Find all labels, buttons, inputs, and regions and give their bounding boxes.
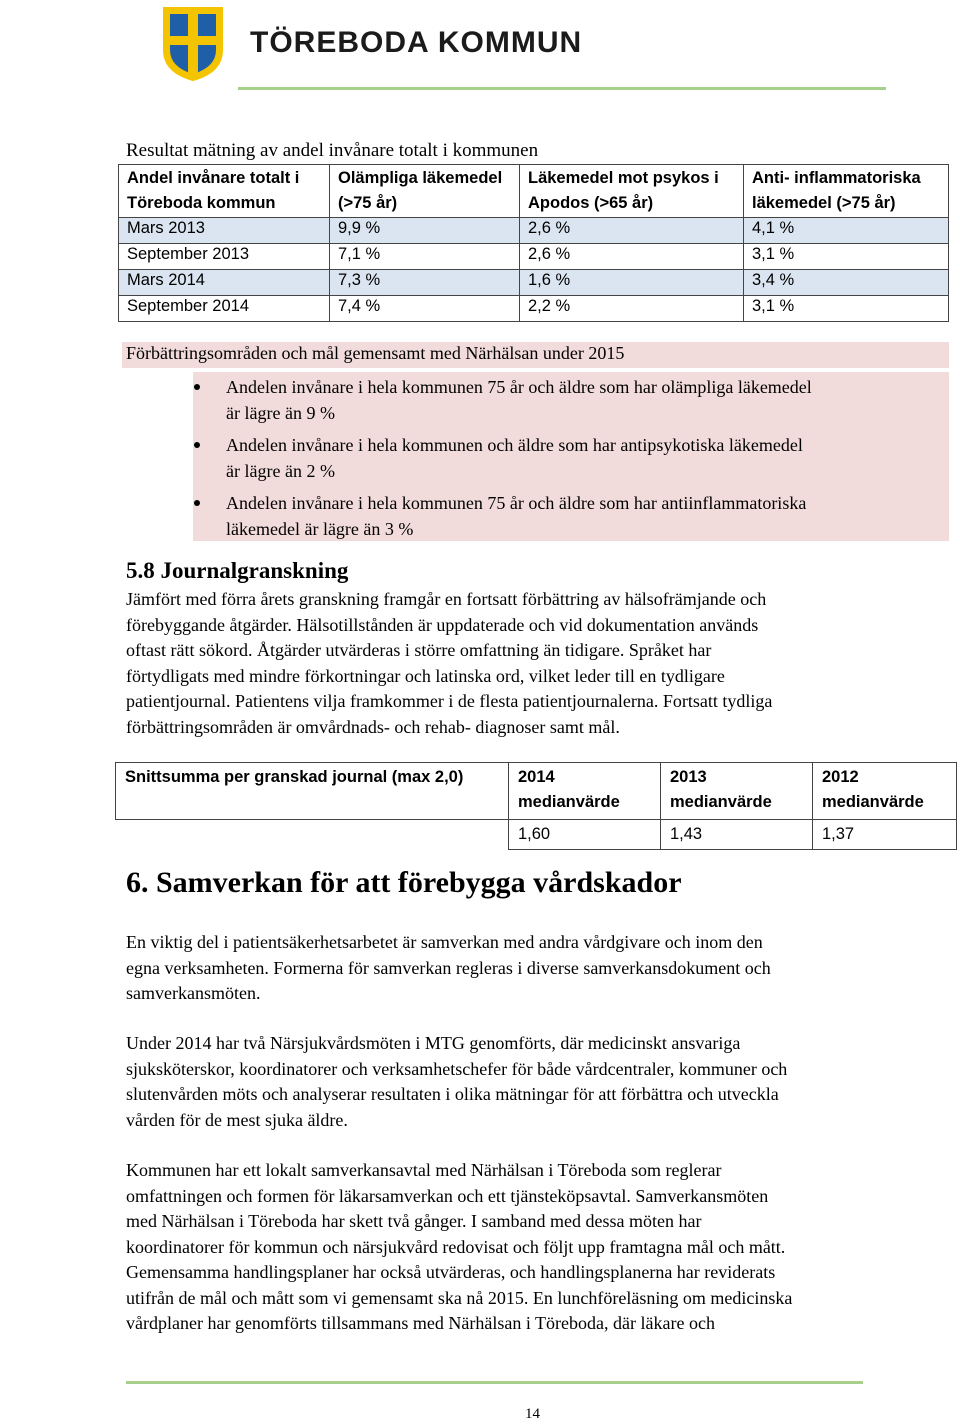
text-line: omfattningen och formen för läkarsamverkan och ett tjänsteköpsavtal. Samverkansmöten xyxy=(126,1185,769,1206)
text-line: patientjournal. Patientens vilja framkommer i de flesta patientjournalerna. Fortsatt tydliga xyxy=(126,691,773,711)
bullet-icon xyxy=(194,384,200,390)
journal-table xyxy=(115,762,957,850)
table-cell: 7,4 % xyxy=(330,296,520,322)
text-line: vården för de mest sjuka äldre. xyxy=(126,1109,348,1130)
table-header-row xyxy=(116,763,957,820)
table-cell: 1,43 xyxy=(661,820,813,850)
table-row xyxy=(119,244,949,270)
text-line: utifrån de mål och mått som vi gemensamt ska nå 2015. En lunchföreläsning om medicinska xyxy=(126,1287,793,1308)
text-line: egna verksamheten. Formerna för samverkan regleras i diverse samverkansdokument och xyxy=(126,957,771,978)
text-line: samverkansmöten. xyxy=(126,983,261,1003)
table-cell: September 2014 xyxy=(119,296,330,322)
header-divider xyxy=(238,87,886,90)
text-line: Kommunen har ett lokalt samverkansavtal med Närhälsan i Töreboda som reglerar xyxy=(126,1160,722,1180)
text-line: Gemensamma handlingsplaner har också utvärderas, och handlingsplanerna har reviderats xyxy=(126,1262,776,1282)
text-line: förbättringsområden är omvårdnads- och rehab- diagnoser samt mål. xyxy=(126,716,620,737)
text-line: koordinatorer för kommun och närsjukvård redovisat och följt upp framtagna mål och mått. xyxy=(126,1236,786,1257)
table-header-cell xyxy=(813,763,957,820)
text-line: En viktig del i patientsäkerhetsarbetet är samverkan med andra vårdgivare och inom den xyxy=(126,932,763,952)
logo-text: TÖREBODA KOMMUN xyxy=(250,26,583,59)
table-cell: 7,1 % xyxy=(330,244,520,270)
bullet-icon xyxy=(194,500,200,506)
table-row xyxy=(119,270,949,296)
section6-heading: 6. Samverkan för att förebygga vårdskador xyxy=(126,866,682,899)
section6-paragraph-3 xyxy=(126,1158,938,1337)
table-header-cell xyxy=(661,763,813,820)
journal-paragraph xyxy=(126,587,938,740)
table-cell: 7,3 % xyxy=(330,270,520,296)
list-item xyxy=(226,374,812,426)
table-cell: 3,4 % xyxy=(744,270,949,296)
list-item xyxy=(226,490,806,542)
table-header-cell: Snittsumma per granskad journal (max 2,0) xyxy=(116,763,509,820)
table-cell: Mars 2013 xyxy=(119,218,330,244)
bullet-line: Andelen invånare i hela kommunen och äldre som har antipsykotiska läkemedel xyxy=(226,435,803,455)
section6-paragraph-1 xyxy=(126,930,938,1007)
table-cell xyxy=(116,820,509,850)
bullet-line: är lägre än 2 % xyxy=(226,461,335,481)
text-line: förebyggande åtgärder. Hälsotillstånden är uppdaterade och vid dokumentation används xyxy=(126,614,759,635)
table-cell: 3,1 % xyxy=(744,296,949,322)
text-line: Jämfört med förra årets granskning framgår en fortsatt förbättring av hälsofrämjande och xyxy=(126,589,767,609)
table-header-cell: Olämpliga läkemedel (>75 år) xyxy=(330,165,520,218)
median-label: medianvärde xyxy=(670,793,772,811)
text-line: med Närhälsan i Töreboda har skett två gånger. I samband med dessa möten har xyxy=(126,1211,702,1231)
table-cell: 9,9 % xyxy=(330,218,520,244)
text-line: sjuksköterskor, koordinatorer och verksamhetschefer för både vårdcentraler, kommuner och xyxy=(126,1058,788,1079)
table-cell: September 2013 xyxy=(119,244,330,270)
table-cell: 3,1 % xyxy=(744,244,949,270)
median-label: medianvärde xyxy=(822,793,924,811)
year-label: 2013 xyxy=(670,768,707,786)
table-cell: 1,60 xyxy=(509,820,661,850)
table-row xyxy=(119,218,949,244)
table-cell: 1,37 xyxy=(813,820,957,850)
bullet-line: läkemedel är lägre än 3 % xyxy=(226,519,414,539)
logo-shield xyxy=(162,6,224,82)
text-line: Under 2014 har två Närsjukvårdsmöten i MTG genomförts, där medicinskt ansvariga xyxy=(126,1033,741,1053)
year-label: 2012 xyxy=(822,768,859,786)
bullet-line: är lägre än 9 % xyxy=(226,403,335,423)
year-label: 2014 xyxy=(518,768,555,786)
table-cell: 1,6 % xyxy=(520,270,744,296)
bullet-line: Andelen invånare i hela kommunen 75 år och äldre som har antiinflammatoriska xyxy=(226,493,807,513)
table-header-cell: Anti- inflammatoriska läkemedel (>75 år) xyxy=(744,165,949,218)
table-header-cell: Andel invånare totalt i Töreboda kommun xyxy=(119,165,330,218)
text-line: vårdplaner har genomförts tillsammans med Närhälsan i Töreboda, där läkare och xyxy=(126,1313,715,1333)
journal-heading: 5.8 Journalgranskning xyxy=(126,558,349,583)
list-item xyxy=(226,432,803,484)
table-cell: 2,6 % xyxy=(520,218,744,244)
footer-divider xyxy=(126,1381,863,1384)
section6-paragraph-2 xyxy=(126,1031,938,1133)
text-line: förtydligats med mindre förkortningar och latinska ord, vilket leder till en tydligare xyxy=(126,665,725,686)
table-row xyxy=(119,296,949,322)
bullet-icon xyxy=(194,442,200,448)
results-table xyxy=(118,164,949,322)
text-line: oftast rätt sökord. Åtgärder utvärderas i större omfattning än tidigare. Språket har xyxy=(126,640,712,660)
table-cell: Mars 2014 xyxy=(119,270,330,296)
results-title: Resultat mätning av andel invånare totalt i kommunen xyxy=(126,140,539,161)
improvement-title: Förbättringsområden och mål gemensamt med Närhälsan under 2015 xyxy=(126,343,625,363)
table-cell: 4,1 % xyxy=(744,218,949,244)
median-label: medianvärde xyxy=(518,793,620,811)
table-header-cell: Läkemedel mot psykos i Apodos (>65 år) xyxy=(520,165,744,218)
table-cell: 2,2 % xyxy=(520,296,744,322)
table-header-row xyxy=(119,165,949,218)
table-cell: 2,6 % xyxy=(520,244,744,270)
bullet-line: Andelen invånare i hela kommunen 75 år och äldre som har olämpliga läkemedel xyxy=(226,377,812,397)
text-line: slutenvården möts och analyserar resultaten i olika mätningar för att förbättra och utveckla xyxy=(126,1084,779,1104)
table-row xyxy=(116,820,957,850)
table-header-cell xyxy=(509,763,661,820)
page-number: 14 xyxy=(525,1406,540,1422)
